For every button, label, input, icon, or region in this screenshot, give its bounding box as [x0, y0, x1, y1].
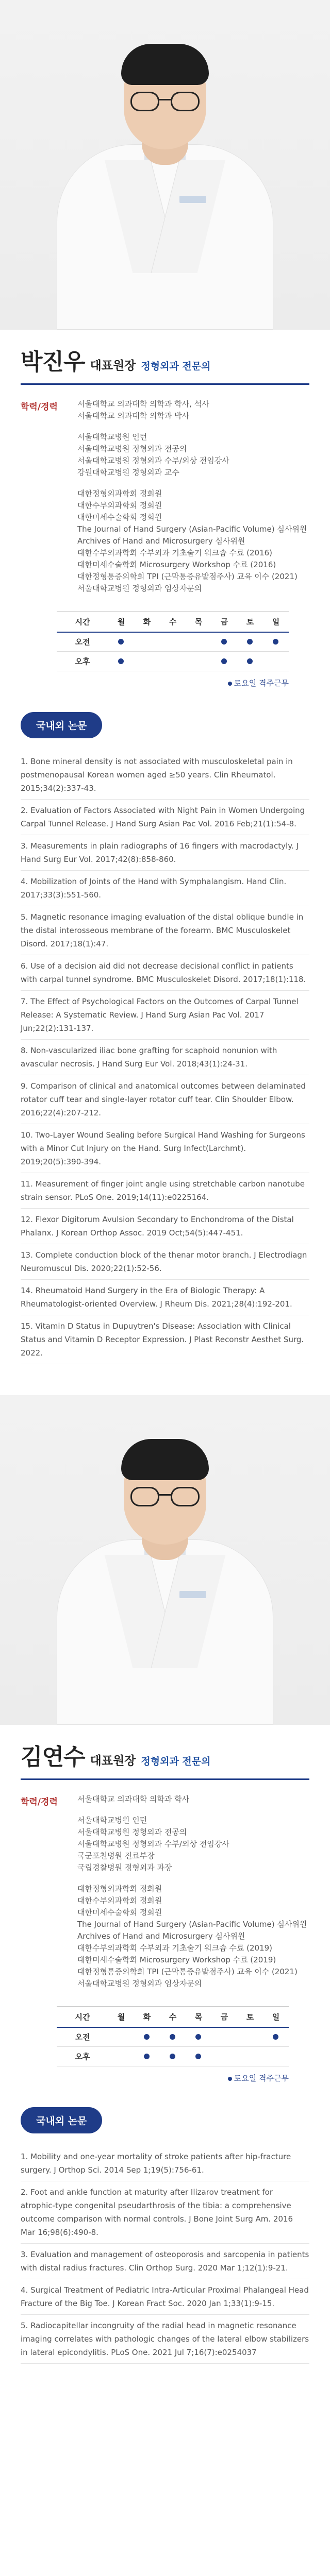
- schedule-header: 수: [160, 2007, 186, 2027]
- paper-item: 3. Measurements in plain radiographs of 16 fingers with macrodactyly. J Hand Surg Eur Vol. 2017;42(8):858-860.: [21, 835, 309, 871]
- activities-list: [77, 1883, 309, 1990]
- doctor-name-row: [21, 1738, 309, 1771]
- list-item: 서울대학교병원 정형외과 수부/외상 전임강사: [77, 1839, 229, 1849]
- dot-icon: [228, 2077, 232, 2081]
- schedule-cell: [211, 652, 237, 671]
- list-item: 서울대학교 의과대학 의학과 학사, 석사: [77, 399, 209, 409]
- doctor-position: 대표원장: [90, 359, 136, 372]
- schedule-header: 일: [263, 2007, 289, 2027]
- paper-item: 5. Magnetic resonance imaging evaluation of the distal oblique bundle in the distal interosseous membrane of the forearm. BMC Musculoskelet Disord. 2017;18(1):47.: [21, 906, 309, 955]
- dot-icon: [247, 639, 253, 645]
- schedule-cell: [108, 2047, 134, 2066]
- schedule-row: [57, 652, 289, 671]
- schedule-cell: [263, 632, 289, 652]
- career-list: [77, 431, 309, 479]
- doctor-name-row: [21, 343, 309, 376]
- paper-item: 14. Rheumatoid Hand Surgery in the Era of Biologic Therapy: A Rheumatologist-oriented Overview. J Rheum Dis. 2021;28(4):192-201.: [21, 1280, 309, 1315]
- education-list: [77, 1793, 309, 1805]
- schedule-cell: [186, 652, 211, 671]
- dot-icon: [170, 2054, 175, 2059]
- activities-list: [77, 488, 309, 595]
- career-list: [77, 1815, 309, 1874]
- schedule-header: 화: [134, 2007, 160, 2027]
- dot-icon: [170, 2034, 175, 2040]
- dot-icon: [195, 2054, 201, 2059]
- list-item: 서울대학교병원 정형외과 전공의: [77, 444, 187, 453]
- list-item: Archives of Hand and Microsurgery 심사위원: [77, 536, 245, 546]
- list-item: 대한정형외과학회 정회원: [77, 1884, 162, 1893]
- list-item: 서울대학교병원 정형외과 수부/외상 전임강사: [77, 456, 229, 465]
- paper-item: 15. Vitamin D Status in Dupuytren's Disease: Association with Clinical Status and Vitamin D Receptor Expression. J Plast Reconstr Aesthet Surg. 2022.: [21, 1315, 309, 1364]
- schedule-cell: [160, 632, 186, 652]
- schedule-cell: [186, 2027, 211, 2047]
- doctor-department: 정형외과 전문의: [141, 1756, 211, 1767]
- schedule-header: 일: [263, 612, 289, 632]
- papers-list: [0, 2133, 330, 2364]
- divider: [21, 383, 309, 385]
- papers-list: [0, 738, 330, 1364]
- schedule-row: [57, 2027, 289, 2047]
- schedule-cell: [237, 652, 263, 671]
- schedule-legend: 토요일 격주근무: [57, 2073, 289, 2083]
- list-item: The Journal of Hand Surgery (Asian-Pacific Volume) 심사위원: [77, 1920, 307, 1929]
- doctor-photo: [0, 0, 330, 330]
- schedule-header: 시간: [57, 612, 108, 632]
- paper-item: 10. Two-Layer Wound Sealing before Surgical Hand Washing for Surgeons with a Minor Cut Injury on the Hand. Surg Infect(Larchmt). 2019;20(5):390-394.: [21, 1124, 309, 1173]
- list-item: 대한수부외과학회 정회원: [77, 501, 162, 510]
- schedule-cell: [263, 652, 289, 671]
- schedule-cell: [237, 632, 263, 652]
- schedule-header: 목: [186, 612, 211, 632]
- dot-icon: [195, 2034, 201, 2040]
- list-item: 서울대학교병원 인턴: [77, 432, 147, 442]
- list-item: The Journal of Hand Surgery (Asian-Pacific Volume) 심사위원: [77, 524, 307, 534]
- list-item: 대한미세수술학회 Microsurgery Workshop 수료 (2016): [77, 560, 276, 569]
- schedule-header: 월: [108, 2007, 134, 2027]
- list-item: 대한미세수술학회 정회원: [77, 1908, 162, 1917]
- list-item: 서울대학교병원 정형외과 전공의: [77, 1827, 187, 1837]
- list-item: Archives of Hand and Microsurgery 심사위원: [77, 1931, 245, 1941]
- schedule-row-label: 오전: [57, 632, 108, 652]
- paper-item: 2. Foot and ankle function at maturity after Ilizarov treatment for atrophic-type congenital pseudarthrosis of the tibia: a comprehensive outcome comparison with normal controls. J Bone Joint Surg Am. 2016 Mar 16;98(6):490-8.: [21, 2181, 309, 2244]
- schedule-header: 금: [211, 612, 237, 632]
- dot-icon: [221, 639, 227, 645]
- doctor-name: 김연수: [21, 1744, 85, 1770]
- paper-item: 1. Mobility and one-year mortality of stroke patients after hip-fracture surgery. J Orthop Sci. 2014 Sep 1;19(5):756-61.: [21, 2146, 309, 2181]
- career-section: [21, 1793, 309, 1999]
- list-item: 대한미세수술학회 Microsurgery Workshop 수료 (2019): [77, 1955, 276, 1964]
- schedule-cell: [263, 2027, 289, 2047]
- schedule-cell: [211, 632, 237, 652]
- schedule-row-label: 오후: [57, 2047, 108, 2066]
- schedule-row: [57, 632, 289, 652]
- list-item: 서울대학교 의과대학 의학과 학사: [77, 1794, 190, 1804]
- schedule-cell: [108, 2027, 134, 2047]
- doctor-position: 대표원장: [90, 1754, 136, 1768]
- schedule-table: [57, 611, 289, 671]
- schedule-header: 화: [134, 612, 160, 632]
- list-item: 대한수부외과학회 수부외과 기초술기 워크숍 수료 (2019): [77, 1943, 273, 1953]
- dot-icon: [144, 2054, 150, 2059]
- schedule-cell: [160, 652, 186, 671]
- schedule-cell: [237, 2027, 263, 2047]
- papers-button[interactable]: 국내외 논문: [21, 2107, 102, 2133]
- education-list: [77, 398, 309, 422]
- list-item: 대한정형통증의학회 TPI (근막통증유발점주사) 교육 이수 (2021): [77, 1967, 298, 1976]
- paper-item: 1. Bone mineral density is not associated with musculoskeletal pain in postmenopausal Korean women aged ≥50 years. Clin Rheumatol. 2015;34(2):337-43.: [21, 751, 309, 800]
- paper-item: 5. Radiocapitellar incongruity of the radial head in magnetic resonance imaging correlates with pathologic changes of the lateral elbow stabilizers in lateral epicondylitis. PLoS One. 2021 Jul 7;16(7):e0254037: [21, 2315, 309, 2364]
- schedule-cell: [211, 2027, 237, 2047]
- list-item: 서울대학교병원 정형외과 임상자문의: [77, 1979, 202, 1988]
- schedule-cell: [186, 2047, 211, 2066]
- doctor-profile-2: [0, 1395, 330, 2364]
- dot-icon: [247, 658, 253, 664]
- schedule-cell: [108, 632, 134, 652]
- dot-icon: [118, 639, 124, 645]
- list-item: 대한수부외과학회 수부외과 기초술기 워크숍 수료 (2016): [77, 548, 273, 557]
- list-item: 대한미세수술학회 정회원: [77, 513, 162, 522]
- dot-icon: [228, 682, 232, 686]
- papers-button[interactable]: 국내외 논문: [21, 712, 102, 738]
- dot-icon: [273, 639, 278, 645]
- career-section: [21, 398, 309, 604]
- paper-item: 4. Surgical Treatment of Pediatric Intra-Articular Proximal Phalangeal Head Fracture of the Big Toe. J Korean Fract Soc. 2020 Jan 1;33(1):9-15.: [21, 2279, 309, 2315]
- career-label: 학력/경력: [21, 1797, 58, 1807]
- schedule-legend: 토요일 격주근무: [57, 677, 289, 688]
- schedule-header: 수: [160, 612, 186, 632]
- doctor-name: 박진우: [21, 349, 85, 375]
- divider: [21, 1778, 309, 1780]
- schedule-cell: [134, 2047, 160, 2066]
- schedule-cell: [237, 2047, 263, 2066]
- list-item: 대한수부외과학회 정회원: [77, 1896, 162, 1905]
- list-item: 서울대학교 의과대학 의학과 박사: [77, 411, 190, 420]
- dot-icon: [273, 2034, 278, 2040]
- list-item: 국립경찰병원 정형외과 과장: [77, 1863, 172, 1872]
- schedule-header: 월: [108, 612, 134, 632]
- doctor-photo: [0, 1395, 330, 1725]
- schedule-header: 토: [237, 2007, 263, 2027]
- schedule-header: 금: [211, 2007, 237, 2027]
- list-item: 대한정형통증의학회 TPI (근막통증유발점주사) 교육 이수 (2021): [77, 572, 298, 581]
- paper-item: 7. The Effect of Psychological Factors on the Outcomes of Carpal Tunnel Release: A Systematic Review. J Hand Surg Asian Pac Vol. 2017 Jun;22(2):131-137.: [21, 991, 309, 1040]
- paper-item: 8. Non-vascularized iliac bone grafting for scaphoid nonunion with avascular necrosis. J Hand Surg Eur Vol. 2018;43(1):24-31.: [21, 1040, 309, 1075]
- schedule-cell: [186, 632, 211, 652]
- schedule-cell: [160, 2027, 186, 2047]
- list-item: 대한정형외과학회 정회원: [77, 489, 162, 498]
- schedule-header: 토: [237, 612, 263, 632]
- paper-item: 3. Evaluation and management of osteoporosis and sarcopenia in patients with distal radius fractures. Clin Orthop Surg. 2020 Mar 1;12(1):9-21.: [21, 2244, 309, 2279]
- schedule-cell: [211, 2047, 237, 2066]
- dot-icon: [144, 2034, 150, 2040]
- list-item: 서울대학교병원 정형외과 임상자문의: [77, 584, 202, 593]
- schedule-cell: [160, 2047, 186, 2066]
- schedule-cell: [134, 2027, 160, 2047]
- dot-icon: [221, 658, 227, 664]
- schedule-cell: [134, 652, 160, 671]
- list-item: 국군포천병원 진료부장: [77, 1851, 155, 1860]
- paper-item: 13. Complete conduction block of the thenar motor branch. J Electrodiagn Neuromuscul Dis. 2020;22(1):52-56.: [21, 1244, 309, 1280]
- dot-icon: [118, 658, 124, 664]
- career-label: 학력/경력: [21, 402, 58, 412]
- paper-item: 11. Measurement of finger joint angle using stretchable carbon nanotube strain sensor. PLoS One. 2019;14(11):e0225164.: [21, 1173, 309, 1209]
- list-item: 강원대학교병원 정형외과 교수: [77, 468, 179, 477]
- schedule-table: [57, 2006, 289, 2066]
- paper-item: 2. Evaluation of Factors Associated with Night Pain in Women Undergoing Carpal Tunnel Release. J Hand Surg Asian Pac Vol. 2016 Feb;21(1):54-8.: [21, 800, 309, 835]
- schedule-cell: [134, 632, 160, 652]
- schedule-header: 시간: [57, 2007, 108, 2027]
- paper-item: 9. Comparison of clinical and anatomical outcomes between delaminated rotator cuff tear and single-layer rotator cuff tear. Clin Shoulder Elbow. 2016;22(4):207-212.: [21, 1075, 309, 1124]
- paper-item: 12. Flexor Digitorum Avulsion Secondary to Enchondroma of the Distal Phalanx. J Korean Orthop Assoc. 2019 Oct;54(5):447-451.: [21, 1209, 309, 1244]
- paper-item: 6. Use of a decision aid did not decrease decisional conflict in patients with carpal tunnel syndrome. BMC Musculoskelet Disord. 2017;18(1):118.: [21, 955, 309, 991]
- doctor-department: 정형외과 전문의: [141, 361, 211, 372]
- schedule-row-label: 오후: [57, 652, 108, 671]
- list-item: 서울대학교병원 인턴: [77, 1816, 147, 1825]
- schedule-header: 목: [186, 2007, 211, 2027]
- paper-item: 4. Mobilization of Joints of the Hand with Symphalangism. Hand Clin. 2017;33(3):551-560.: [21, 871, 309, 906]
- schedule-row-label: 오전: [57, 2027, 108, 2047]
- schedule-row: [57, 2047, 289, 2066]
- schedule-cell: [263, 2047, 289, 2066]
- schedule-cell: [108, 652, 134, 671]
